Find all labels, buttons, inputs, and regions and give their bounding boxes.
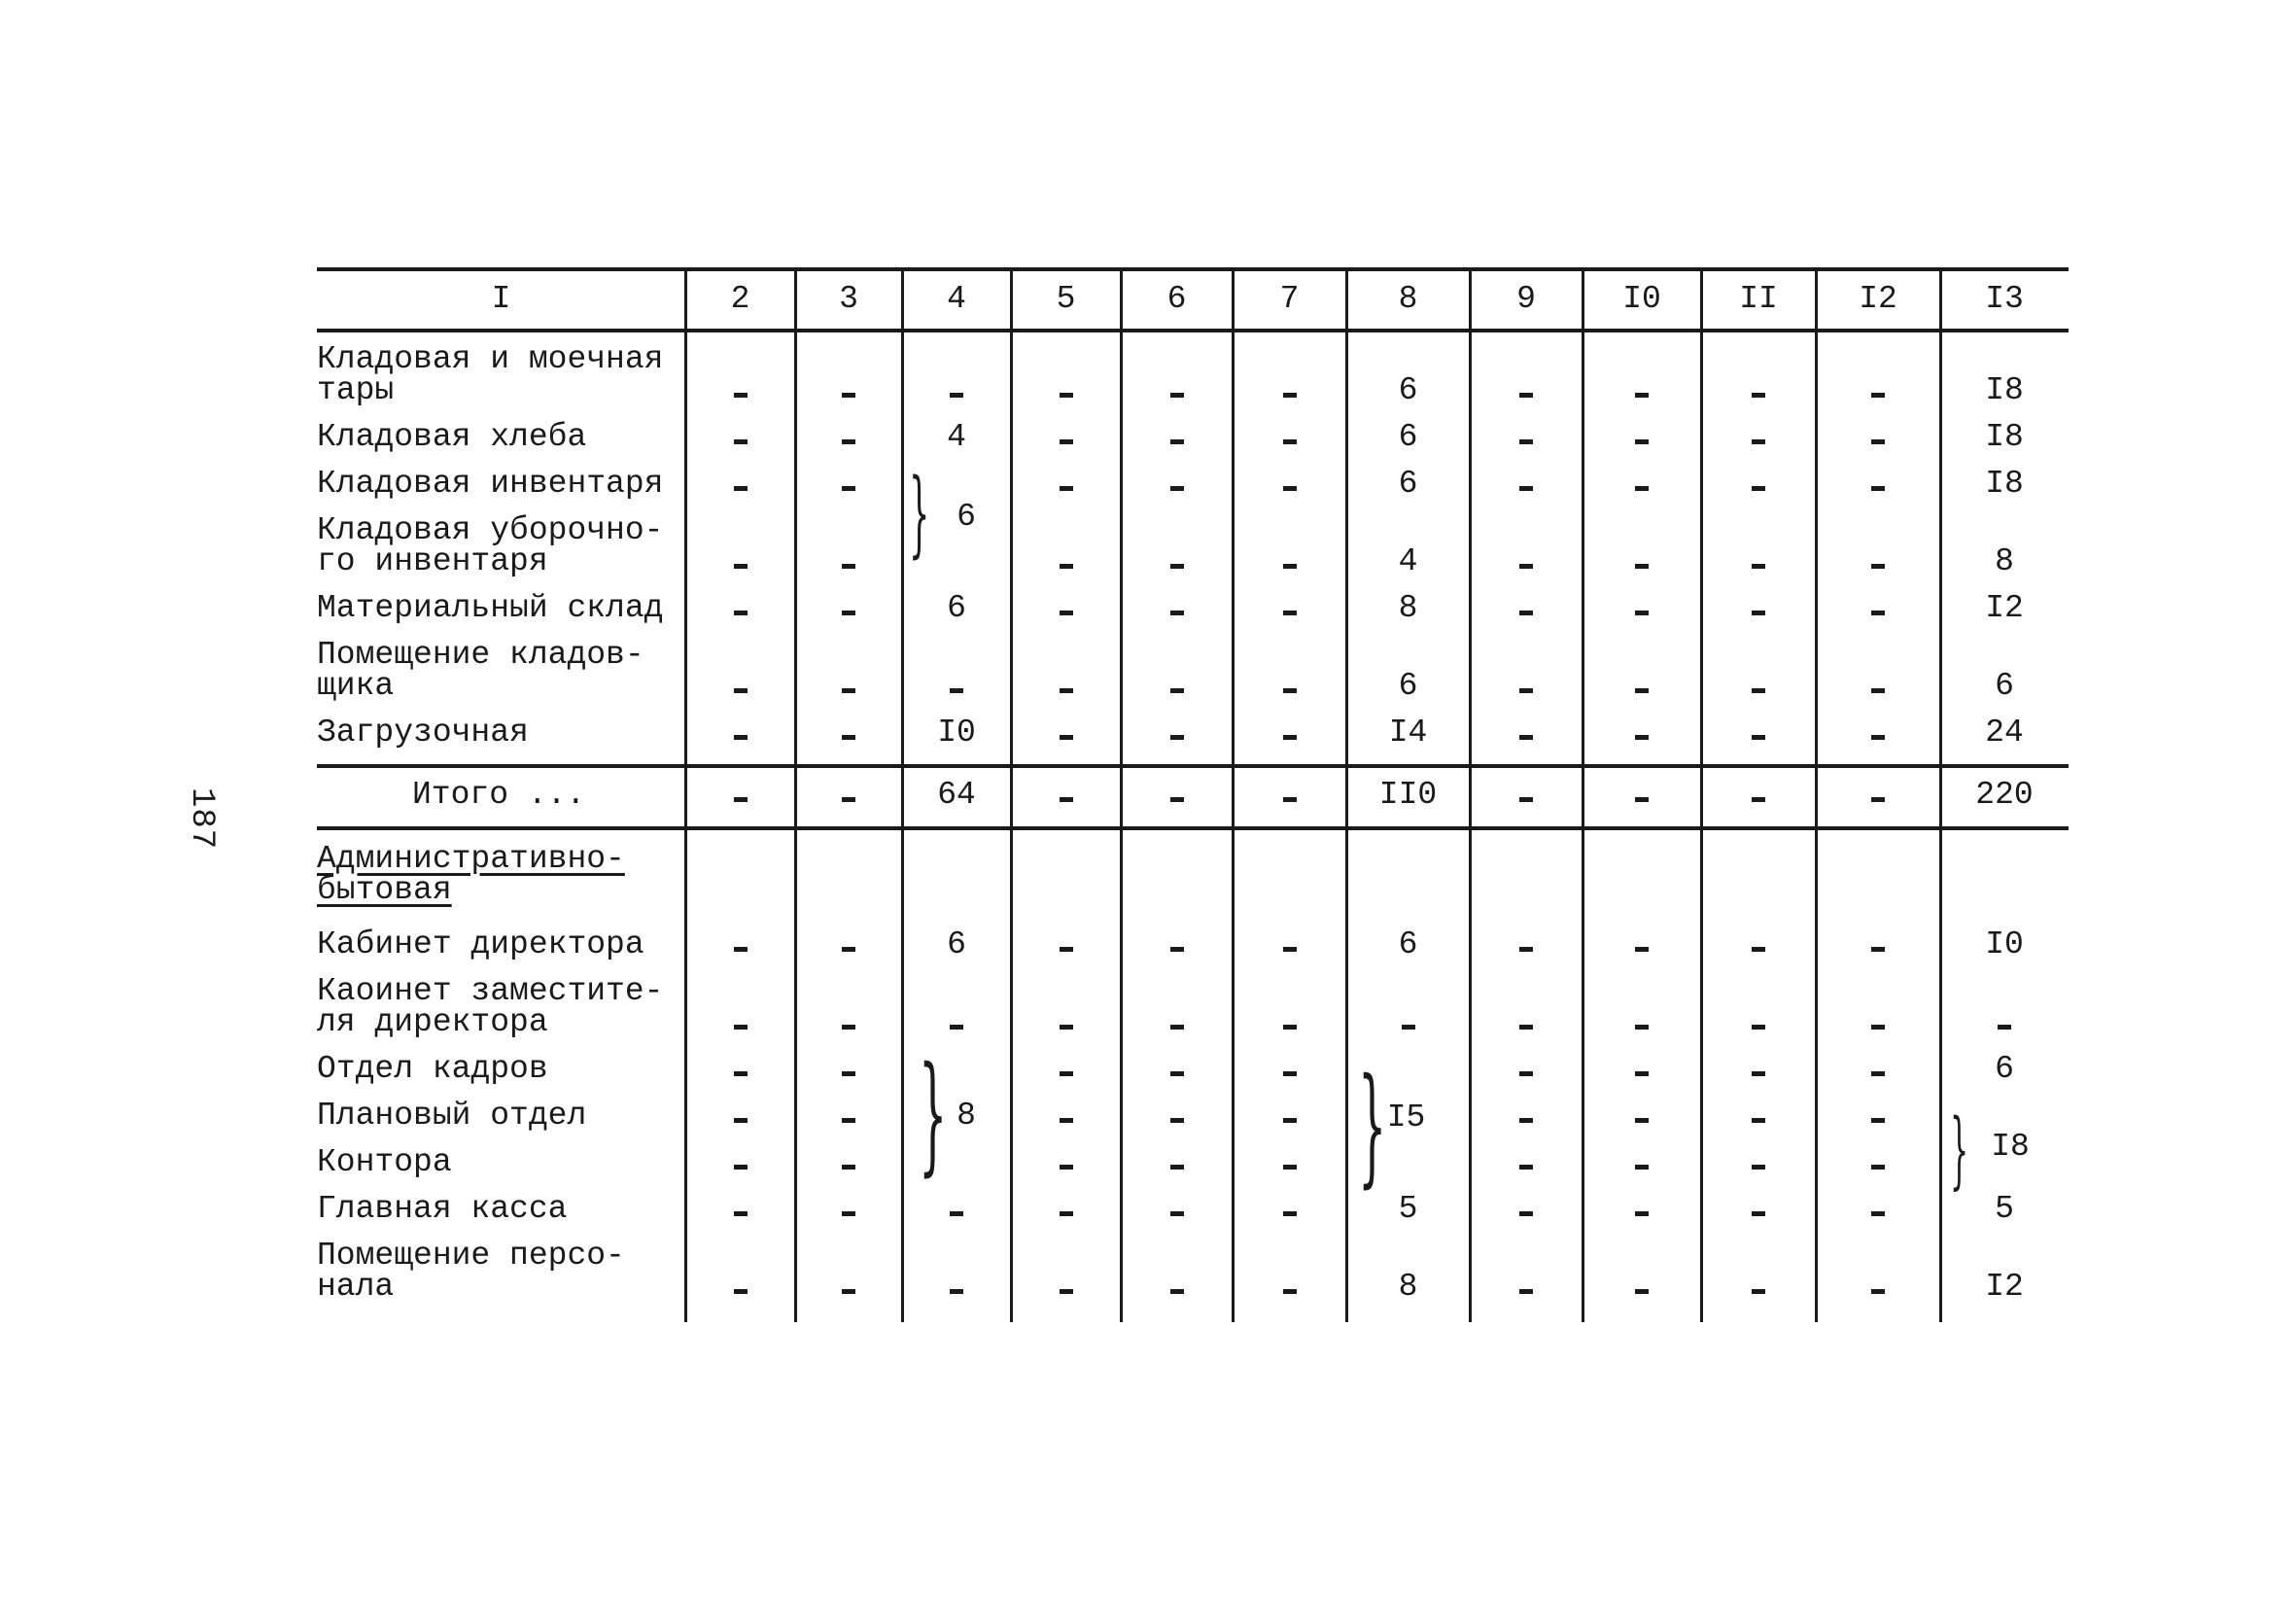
dash-mark	[842, 1165, 855, 1170]
column-rule	[1120, 269, 1123, 1322]
storage-row-label: Загрузочная	[317, 715, 529, 751]
dash-mark	[1170, 1289, 1184, 1294]
storage-row-value: 4	[947, 419, 966, 455]
dash-mark	[1871, 611, 1885, 615]
storage-row-value: 6	[1398, 668, 1418, 704]
dash-mark	[1170, 735, 1184, 740]
storage-row-value: 6	[1398, 372, 1418, 408]
dash-mark	[1170, 947, 1184, 952]
dash-mark	[1170, 1025, 1184, 1030]
dash-mark	[734, 735, 748, 740]
brace-icon: }	[1358, 1051, 1387, 1201]
dash-mark	[1635, 393, 1649, 398]
storage-row-value: 4	[1398, 543, 1418, 579]
dash-mark	[1752, 486, 1765, 491]
storage-row-label: го инвентаря	[317, 543, 548, 579]
storage-row-value: 8	[1995, 543, 2014, 579]
column-header: II	[1739, 281, 1778, 317]
grouped-value: I5	[1386, 1100, 1426, 1135]
dash-mark	[842, 1071, 855, 1076]
admin-row-label: нала	[317, 1269, 395, 1305]
dash-mark	[842, 439, 855, 444]
dash-mark	[1519, 611, 1533, 615]
storage-row-label: щика	[317, 668, 395, 704]
dash-mark	[1635, 735, 1649, 740]
column-header: 6	[1166, 281, 1187, 317]
dash-mark	[1283, 735, 1297, 740]
dash-mark	[1635, 1118, 1649, 1123]
dash-mark	[1060, 611, 1073, 615]
dash-mark	[1283, 1025, 1297, 1030]
storage-row-label: тары	[317, 372, 395, 408]
storage-row-label: Кладовая инвентаря	[317, 466, 664, 502]
section-title: бытовая	[317, 872, 452, 908]
dash-mark	[1752, 1071, 1765, 1076]
admin-row-label: Плановый отдел	[317, 1098, 587, 1134]
dash-mark	[1283, 1211, 1297, 1216]
storage-row-value: I8	[1985, 466, 2024, 502]
dash-mark	[1635, 1289, 1649, 1294]
dash-mark	[1635, 439, 1649, 444]
admin-row-value: 5	[1995, 1191, 2014, 1227]
dash-mark	[1060, 439, 1073, 444]
storage-row-label: Материальный склад	[317, 590, 664, 626]
dash-mark	[1519, 439, 1533, 444]
dash-mark	[734, 1118, 748, 1123]
dash-mark	[1283, 688, 1297, 693]
dash-mark	[842, 486, 855, 491]
dash-mark	[1519, 1071, 1533, 1076]
dash-mark	[1170, 611, 1184, 615]
dash-mark	[1060, 1289, 1073, 1294]
dash-mark	[1635, 1071, 1649, 1076]
total-top-rule	[317, 764, 2069, 768]
dash-mark	[1283, 439, 1297, 444]
dash-mark	[1635, 564, 1649, 569]
dash-mark	[1871, 1118, 1885, 1123]
dash-mark	[1635, 688, 1649, 693]
dash-mark	[1871, 564, 1885, 569]
column-header: 2	[730, 281, 750, 317]
dash-mark	[1519, 393, 1533, 398]
brace-icon: }	[919, 1039, 948, 1189]
page-number: 187	[183, 787, 220, 851]
dash-mark	[842, 1025, 855, 1030]
dash-mark	[1635, 611, 1649, 615]
dash-mark	[1635, 1211, 1649, 1216]
storage-row-value: I0	[937, 715, 976, 751]
dash-mark	[1871, 486, 1885, 491]
dash-mark	[1283, 564, 1297, 569]
admin-row-label: Помещение персо-	[317, 1238, 625, 1274]
dash-mark	[1519, 1289, 1533, 1294]
dash-mark	[1519, 947, 1533, 952]
dash-mark	[1060, 688, 1073, 693]
dash-mark	[842, 797, 855, 802]
column-rule	[684, 269, 687, 1322]
dash-mark	[1519, 1165, 1533, 1170]
dash-mark	[1060, 1165, 1073, 1170]
dash-mark	[1060, 393, 1073, 398]
storage-row-label: Кладовая уборочно-	[317, 512, 664, 548]
dash-mark	[1060, 947, 1073, 952]
dash-mark	[1752, 1165, 1765, 1170]
dash-mark	[842, 688, 855, 693]
storage-row-label: Кладовая хлеба	[317, 419, 587, 455]
total-bottom-rule	[317, 826, 2069, 830]
dash-mark	[1402, 1025, 1415, 1030]
dash-mark	[1060, 797, 1073, 802]
dash-mark	[1635, 1165, 1649, 1170]
dash-mark	[842, 611, 855, 615]
dash-mark	[1170, 1118, 1184, 1123]
column-header: I3	[1985, 281, 2024, 317]
column-rule	[1469, 269, 1472, 1322]
dash-mark	[1170, 564, 1184, 569]
section-title: Административно-	[317, 841, 625, 877]
dash-mark	[734, 1165, 748, 1170]
dash-mark	[1871, 1165, 1885, 1170]
dash-mark	[734, 1289, 748, 1294]
dash-mark	[1060, 735, 1073, 740]
dash-mark	[1519, 797, 1533, 802]
column-header: 8	[1398, 281, 1418, 317]
dash-mark	[734, 564, 748, 569]
dash-mark	[1170, 393, 1184, 398]
column-header: I0	[1622, 281, 1661, 317]
dash-mark	[734, 439, 748, 444]
dash-mark	[734, 797, 748, 802]
grouped-value: 6	[957, 499, 976, 535]
dash-mark	[1519, 735, 1533, 740]
dash-mark	[950, 1025, 963, 1030]
brace-icon: }	[1950, 1101, 1969, 1199]
admin-row-label: Отдел кадров	[317, 1051, 548, 1087]
admin-row-label: ля директора	[317, 1004, 548, 1040]
dash-mark	[734, 393, 748, 398]
dash-mark	[734, 486, 748, 491]
dash-mark	[842, 947, 855, 952]
dash-mark	[950, 393, 963, 398]
dash-mark	[1635, 797, 1649, 802]
dash-mark	[1635, 1025, 1649, 1030]
dash-mark	[1519, 1211, 1533, 1216]
admin-row-value: I0	[1985, 926, 2024, 962]
header-top-rule	[317, 267, 2069, 271]
dash-mark	[842, 393, 855, 398]
dash-mark	[1871, 947, 1885, 952]
dash-mark	[1170, 439, 1184, 444]
grouped-value: 8	[957, 1098, 976, 1134]
storage-row-value: I8	[1985, 419, 2024, 455]
dash-mark	[1283, 1165, 1297, 1170]
dash-mark	[734, 688, 748, 693]
total-value: II0	[1378, 777, 1438, 813]
dash-mark	[842, 735, 855, 740]
total-label: Итого ...	[412, 777, 586, 813]
dash-mark	[1635, 486, 1649, 491]
admin-row-value: I2	[1985, 1269, 2024, 1305]
column-rule	[1345, 269, 1348, 1322]
dash-mark	[842, 564, 855, 569]
admin-row-value: 5	[1398, 1191, 1418, 1227]
dash-mark	[1283, 1071, 1297, 1076]
dash-mark	[842, 1118, 855, 1123]
dash-mark	[1752, 439, 1765, 444]
total-value: 220	[1975, 777, 2034, 813]
dash-mark	[1871, 1071, 1885, 1076]
dash-mark	[1283, 486, 1297, 491]
admin-row-value: 6	[1398, 926, 1418, 962]
dash-mark	[1170, 1211, 1184, 1216]
column-rule	[1700, 269, 1703, 1322]
dash-mark	[950, 1289, 963, 1294]
dash-mark	[734, 1071, 748, 1076]
admin-row-value: 6	[947, 926, 966, 962]
storage-row-label: Кладовая и моечная	[317, 341, 664, 377]
dash-mark	[1283, 1118, 1297, 1123]
column-rule	[1232, 269, 1235, 1322]
storage-row-value: 6	[1995, 668, 2014, 704]
dash-mark	[1283, 797, 1297, 802]
storage-row-label: Помещение кладов-	[317, 637, 644, 673]
admin-row-label: Каоинет заместите-	[317, 973, 664, 1009]
column-rule	[1939, 269, 1942, 1322]
storage-row-value: I4	[1388, 715, 1428, 751]
dash-mark	[1635, 947, 1649, 952]
admin-row-value: 6	[1995, 1051, 2014, 1087]
header-bottom-rule	[317, 329, 2069, 332]
dash-mark	[950, 1211, 963, 1216]
storage-row-value: 24	[1985, 715, 2024, 751]
dash-mark	[1060, 486, 1073, 491]
dash-mark	[1283, 611, 1297, 615]
dash-mark	[1170, 1165, 1184, 1170]
dash-mark	[1752, 1118, 1765, 1123]
dash-mark	[1871, 735, 1885, 740]
dash-mark	[842, 1211, 855, 1216]
dash-mark	[734, 611, 748, 615]
column-rule	[794, 269, 797, 1322]
dash-mark	[1752, 797, 1765, 802]
storage-row-value: 6	[1398, 466, 1418, 502]
dash-mark	[1871, 1211, 1885, 1216]
column-header: 3	[839, 281, 858, 317]
dash-mark	[1170, 688, 1184, 693]
dash-mark	[734, 1211, 748, 1216]
dash-mark	[1060, 1118, 1073, 1123]
dash-mark	[1752, 947, 1765, 952]
admin-row-label: Кабинет директора	[317, 926, 644, 962]
dash-mark	[1752, 564, 1765, 569]
total-value: 64	[937, 777, 976, 813]
dash-mark	[1170, 797, 1184, 802]
dash-mark	[1871, 688, 1885, 693]
dash-mark	[1519, 688, 1533, 693]
storage-row-value: 6	[947, 590, 966, 626]
storage-row-value: I2	[1985, 590, 2024, 626]
dash-mark	[1283, 947, 1297, 952]
dash-mark	[1752, 611, 1765, 615]
column-header: 9	[1516, 281, 1536, 317]
dash-mark	[842, 1289, 855, 1294]
dash-mark	[1871, 393, 1885, 398]
storage-row-value: I8	[1985, 372, 2024, 408]
column-header: 5	[1056, 281, 1076, 317]
column-header: 4	[947, 281, 966, 317]
dash-mark	[1519, 486, 1533, 491]
dash-mark	[1752, 688, 1765, 693]
admin-row-label: Контора	[317, 1144, 452, 1180]
dash-mark	[734, 1025, 748, 1030]
dash-mark	[1752, 735, 1765, 740]
dash-mark	[1752, 1025, 1765, 1030]
column-header: I2	[1859, 281, 1897, 317]
dash-mark	[1998, 1025, 2011, 1030]
dash-mark	[1752, 1289, 1765, 1294]
dash-mark	[1060, 564, 1073, 569]
brace-icon: }	[909, 459, 930, 568]
admin-row-value: 8	[1398, 1269, 1418, 1305]
column-header: 7	[1279, 281, 1300, 317]
dash-mark	[1060, 1211, 1073, 1216]
dash-mark	[950, 688, 963, 693]
dash-mark	[1060, 1025, 1073, 1030]
dash-mark	[734, 947, 748, 952]
dash-mark	[1871, 1289, 1885, 1294]
dash-mark	[1752, 1211, 1765, 1216]
dash-mark	[1519, 1025, 1533, 1030]
dash-mark	[1752, 393, 1765, 398]
dash-mark	[1871, 1025, 1885, 1030]
column-rule	[1582, 269, 1584, 1322]
dash-mark	[1170, 486, 1184, 491]
dash-mark	[1871, 797, 1885, 802]
storage-row-value: 8	[1398, 590, 1418, 626]
dash-mark	[1283, 1289, 1297, 1294]
column-header: I	[491, 281, 511, 317]
dash-mark	[1519, 564, 1533, 569]
dash-mark	[1283, 393, 1297, 398]
admin-row-label: Главная касса	[317, 1191, 568, 1227]
column-rule	[1815, 269, 1818, 1322]
storage-row-value: 6	[1398, 419, 1418, 455]
dash-mark	[1871, 439, 1885, 444]
dash-mark	[1519, 1118, 1533, 1123]
dash-mark	[1060, 1071, 1073, 1076]
dash-mark	[1170, 1071, 1184, 1076]
grouped-value: I8	[1991, 1129, 2030, 1165]
